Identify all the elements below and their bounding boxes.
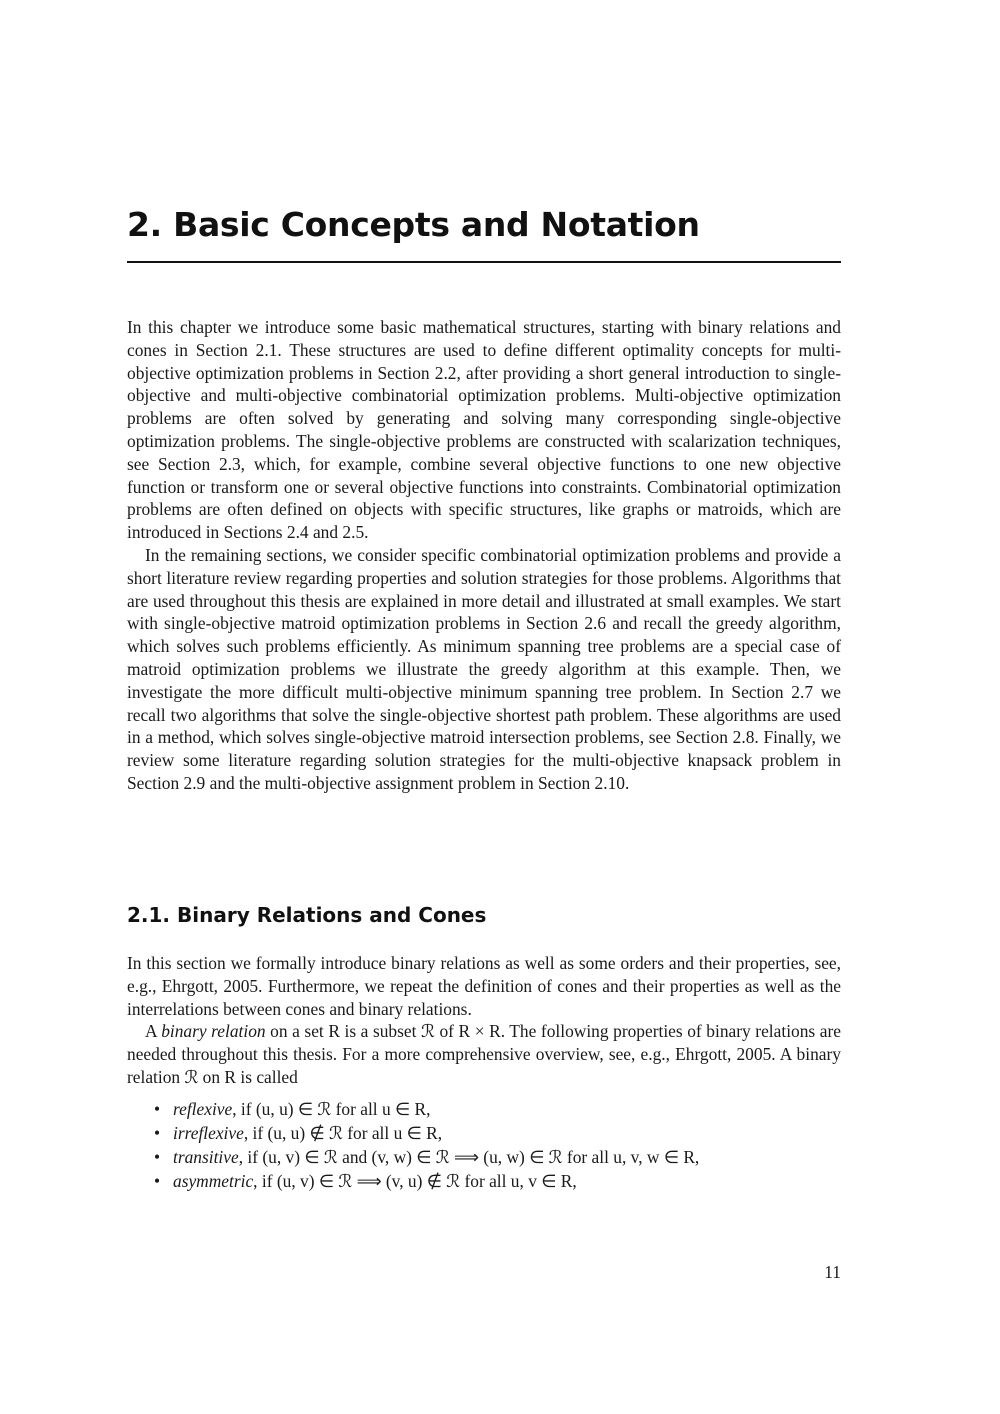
property-definition: , if (u, u) ∈ ℛ for all u ∈ R, (232, 1098, 431, 1119)
chapter-title-rule (127, 261, 841, 263)
section-paragraph-1: In this section we formally introduce binary relations as well as some orders and their properties, see, e.g., Ehrgott, 2005. Furthermore, we repeat the definition of cones and their properties as well as the interrelations between cones and binary relations. (127, 953, 841, 1019)
property-definition: , if (u, u) ∉ ℛ for all u ∈ R, (243, 1122, 443, 1143)
property-term: reflexive (173, 1098, 233, 1119)
section-body (127, 952, 841, 1194)
section-paragraph-2 (127, 1020, 841, 1088)
list-item (127, 1145, 841, 1169)
section-title: 2.1. Binary Relations and Cones (127, 903, 487, 927)
bullet-icon: • (154, 1171, 161, 1192)
property-term: irreflexive (173, 1122, 244, 1143)
list-item (127, 1097, 841, 1121)
chapter-intro (127, 316, 841, 795)
property-definition: , if (u, v) ∈ ℛ ⟹ (v, u) ∉ ℛ for all u, v ∈ R, (253, 1171, 577, 1192)
defined-term: binary relation (161, 1021, 266, 1042)
property-definition: , if (u, v) ∈ ℛ and (v, w) ∈ ℛ ⟹ (u, w) ∈ ℛ for all u, v, w ∈ R, (238, 1147, 700, 1168)
document-page (127, 0, 841, 1414)
bullet-icon: • (154, 1122, 161, 1143)
chapter-title: 2. Basic Concepts and Notation (127, 205, 700, 244)
list-item (127, 1121, 841, 1145)
list-item (127, 1169, 841, 1193)
paragraph-prefix: A (145, 1021, 162, 1042)
bullet-icon: • (154, 1098, 161, 1119)
property-term: asymmetric (173, 1171, 254, 1192)
page-number: 11 (824, 1262, 841, 1282)
intro-paragraph-1: In this chapter we introduce some basic mathematical structures, starting with binary relations and cones in Section 2.1. These structures are used to define different optimality concepts for multi-objective optimization problems in Section 2.2, after providing a short general introduction to single-objective and multi-objective combinatorial optimization problems. Multi-objective optimization problems are often solved by generating and solving many corresponding single-objective optimization problems. The single-objective problems are constructed with scalarization techniques, see Section 2.3, which, for example, combine several objective functions to one new objective function or transform one or several objective functions into constraints. Combinatorial optimization problems are often defined on objects with specific structures, like graphs or matroids, which are introduced in Sections 2.4 and 2.5. (127, 317, 841, 543)
intro-paragraph-2: In the remaining sections, we consider specific combinatorial optimization problems and provide a short literature review regarding properties and solution strategies for those problems. Algorithms that are used throughout this thesis are explained in more detail and illustrated at small examples. We start with single-objective matroid optimization problems in Section 2.6 and recall the greedy algorithm, which solves such problems efficiently. As minimum spanning tree problems are a special case of matroid optimization problems we illustrate the greedy algorithm at this example. Then, we investigate the more difficult multi-objective minimum spanning tree problem. In Section 2.7 we recall two algorithms that solve the single-objective shortest path problem. These algorithms are used in a method, which solves single-objective matroid intersection problems, see Section 2.8. Finally, we review some literature regarding solution strategies for the multi-objective knapsack problem in Section 2.9 and the multi-objective assignment problem in Section 2.10. (127, 544, 841, 793)
property-list (127, 1097, 841, 1194)
paragraph-rest: on a set R is a subset ℛ of R × R. The following properties of binary relations are needed throughout this thesis. For a more comprehensive overview, see, e.g., Ehrgott, 2005. A binary relation ℛ on R is called (127, 1021, 841, 1087)
bullet-icon: • (154, 1147, 161, 1168)
property-term: transitive (173, 1147, 239, 1168)
